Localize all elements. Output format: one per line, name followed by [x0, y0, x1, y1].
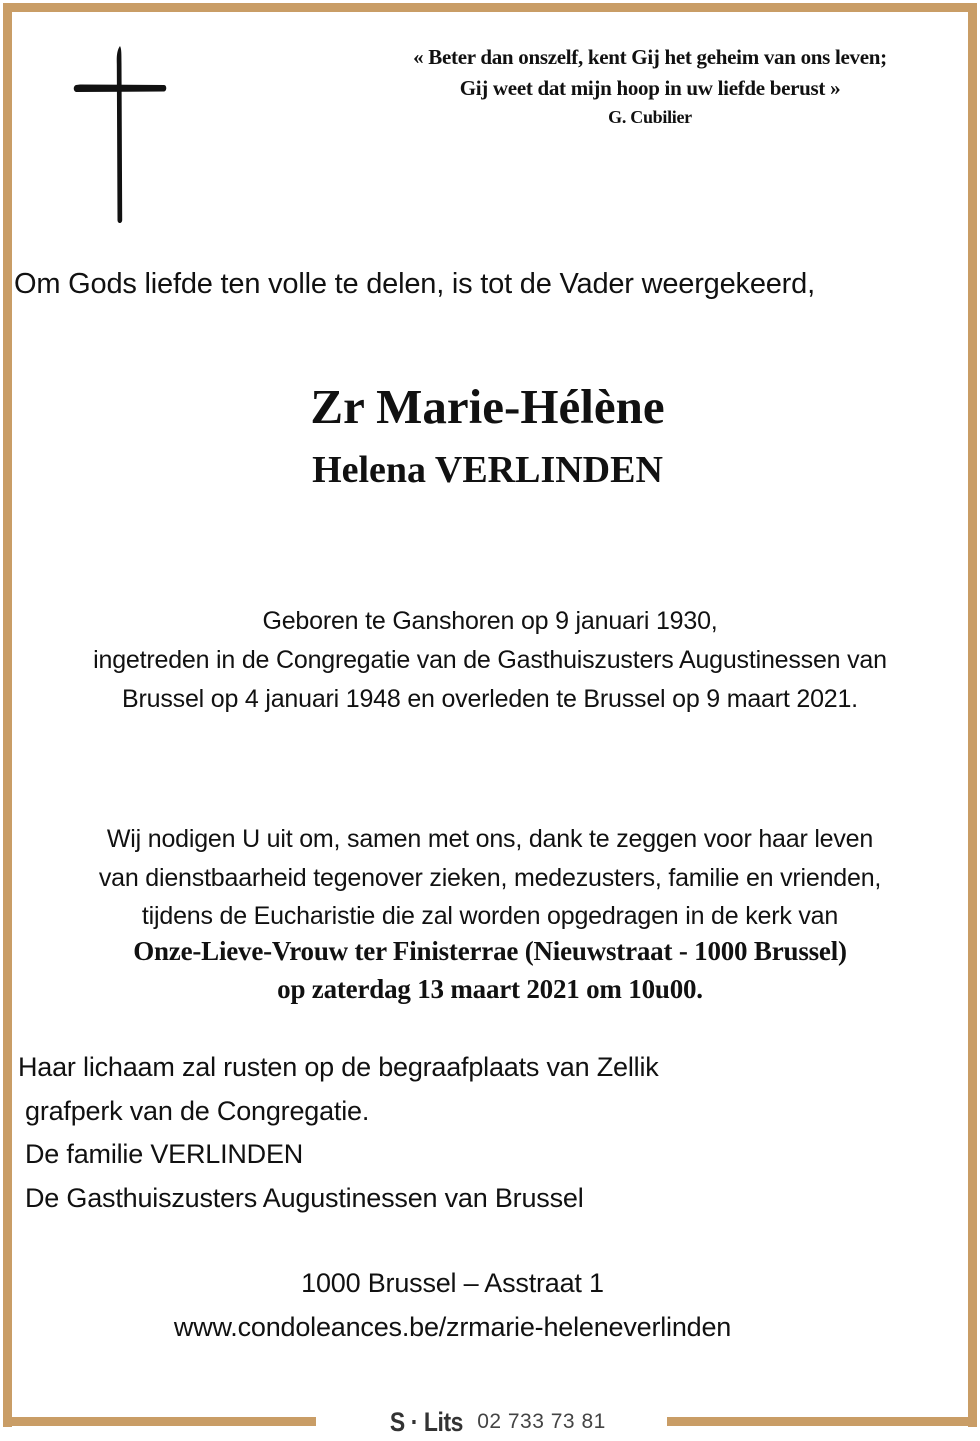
ceremony-datetime: op zaterdag 13 maart 2021 om 10u00.: [277, 973, 703, 1004]
condolence-website-link[interactable]: www.condoleances.be/zrmarie-heleneverlinden: [173, 1311, 732, 1342]
quote-line-2: Gij weet dat mijn hoop in uw liefde berust »: [459, 76, 841, 100]
church-location: Onze-Lieve-Vrouw ter Finisterrae (Nieuwstraat - 1000 Brussel): [133, 935, 847, 966]
biography-line-2: ingetreden in de Congregatie van de Gasthuiszusters Augustinessen van: [93, 646, 887, 674]
quote-author: G. Cubilier: [608, 107, 692, 127]
invitation: [0, 820, 980, 1008]
funeral-home-logo: [316, 1403, 667, 1441]
frame-border-bottom-right: [667, 1417, 977, 1426]
invitation-line-1: Wij nodigen U uit om, samen met ons, dank te zeggen voor haar leven: [106, 825, 874, 853]
invitation-line-2: van dienstbaarheid tegenover zieken, medezusters, familie en vrienden,: [98, 863, 882, 892]
biography: [0, 602, 980, 719]
biography-line-1: Geboren te Ganshoren op 9 januari 1930,: [262, 607, 718, 635]
frame-border-bottom-left: [3, 1417, 316, 1426]
deceased-name-religious: Zr Marie-Hélène: [310, 379, 665, 434]
invitation-line-3: tijdens de Eucharistie die zal worden opgedragen in de kerk van: [141, 902, 839, 930]
quote-line-1: « Beter dan onszelf, kent Gij het geheim van ons leven;: [413, 45, 887, 69]
contact-info: [0, 1262, 905, 1349]
signatory-congregation: De Gasthuiszusters Augustinessen van Brussel: [25, 1182, 584, 1213]
biography-line-3: Brussel op 4 januari 1948 en overleden te Brussel op 9 maart 2021.: [122, 685, 858, 713]
burial-line-2: grafperk van de Congregatie.: [25, 1095, 370, 1126]
latin-cross-icon: [70, 42, 170, 228]
frame-border-top: [3, 3, 977, 12]
funeral-home-phone: 02 733 73 81: [477, 1410, 606, 1433]
intro-text: Om Gods liefde ten volle te delen, is tot de Vader weergekeerd,: [14, 268, 815, 300]
funeral-home-brand: S · Lits: [390, 1406, 464, 1437]
contact-address: 1000 Brussel – Asstraat 1: [301, 1268, 604, 1298]
epigraph-quote: [330, 42, 970, 130]
signatory-family: De familie VERLINDEN: [25, 1139, 304, 1169]
burial-line-1: Haar lichaam zal rusten op de begraafplaats van Zellik: [18, 1052, 659, 1082]
burial-info: [18, 1046, 918, 1220]
deceased-name-civil: Helena VERLINDEN: [312, 449, 663, 491]
